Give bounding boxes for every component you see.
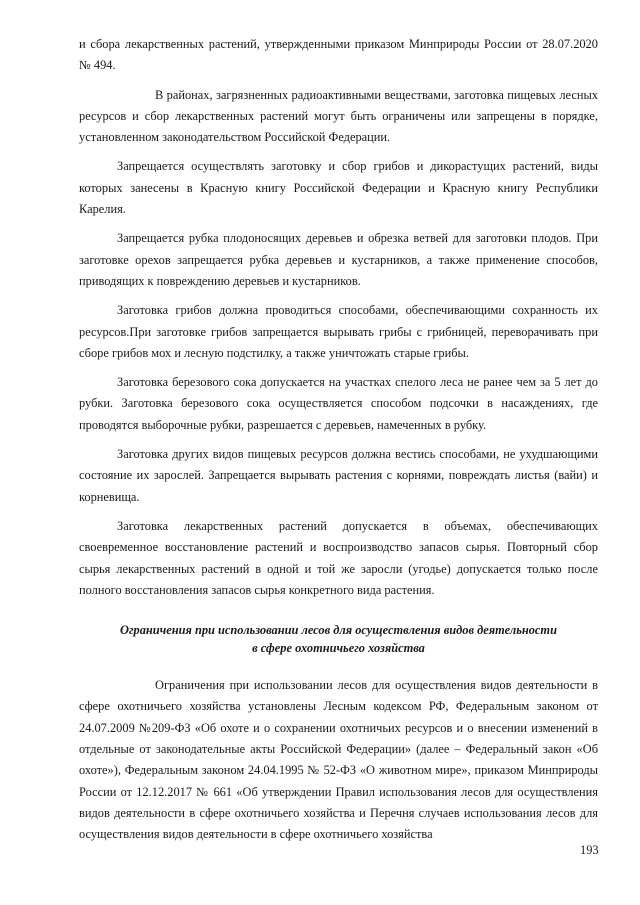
paragraph-fruit-trees: Запрещается рубка плодоносящих деревьев и обрезка ветвей для заготовки плодов. При заготовке орехов запрещается рубка деревьев и кустарников, а также применение способов, приводящих к повреждению деревьев и кустарников. xyxy=(79,231,598,288)
paragraph-other-food-resources: Заготовка других видов пищевых ресурсов должна вестись способами, не ухудшающими состояние их зарослей. Запрещается вырывать растения с корнями, повреждать листья (вайи) и корневища. xyxy=(79,447,598,504)
paragraph-medicinal-plants: Заготовка лекарственных растений допускается в объемах, обеспечивающих своевременное восстановление растений и воспроизводство запасов сырья. Повторный сбор сырья лекарственных растений в одной и той же заросли (угодье) допускается только после полного восстановления запасов сырья конкретного вида растения. xyxy=(79,518,598,597)
paragraph-radioactive-areas: В районах, загрязненных радиоактивными веществами, заготовка пищевых лесных ресурсов и сбор лекарственных растений могут быть ограничены или запрещены в порядке, установленном законодательством Российской Федерации. xyxy=(79,87,598,145)
paragraph-birch-sap: Заготовка березового сока допускается на участках спелого леса не ранее чем за 5 лет до рубки. Заготовка березового сока осуществляется способом подсочки в насаждениях, где проводятся выборочные рубки, разрешается с деревьев, намеченных в рубку. xyxy=(79,375,598,432)
paragraph-continuation: и сбора лекарственных растений, утвержденными приказом Минприроды России от 28.07.2020 № 494. xyxy=(79,37,598,73)
section-heading xyxy=(79,621,598,657)
document-body xyxy=(79,34,598,854)
paragraph-red-book: Запрещается осуществлять заготовку и сбор грибов и дикорастущих растений, виды которых занесены в Красную книгу Российской Федерации и Красную книгу Республики Карелия. xyxy=(79,159,598,217)
paragraph-mushrooms: Заготовка грибов должна проводиться способами, обеспечивающими сохранность их ресурсов.При заготовке грибов запрещается вырывать грибы с грибницей, переворачивать при сборе грибов мох и лесную подстилку, а также уничтожать старые грибы. xyxy=(79,303,598,360)
section-heading-line-2: в сфере охотничьего хозяйства xyxy=(252,641,425,656)
page-number: 193 xyxy=(580,843,599,857)
section-heading-line-1: Ограничения при использовании лесов для осуществления видов деятельности xyxy=(120,623,557,638)
paragraph-hunting-restrictions: Ограничения при использовании лесов для осуществления видов деятельности в сфере охотничьего хозяйства установлены Лесным кодексом РФ, Федеральным законом от 24.07.2009 №209-ФЗ «Об охоте и о сохранении охотничьих ресурсов и о внесении изменений в отдельные от законодательные акты Российской Федерации» (далее – Федеральный закон «Об охоте»), Федеральным законом 24.04.1995 № 52-ФЗ «О животном мире», приказом Минприроды России от 12.12.2017 № 661 «Об утверждении Правил использования лесов для осуществления видов деятельности в сфере охотничьего хозяйства и Перечня случаев использования лесов для осуществления видов деятельности в сфере охотничьего хозяйства xyxy=(79,678,598,842)
